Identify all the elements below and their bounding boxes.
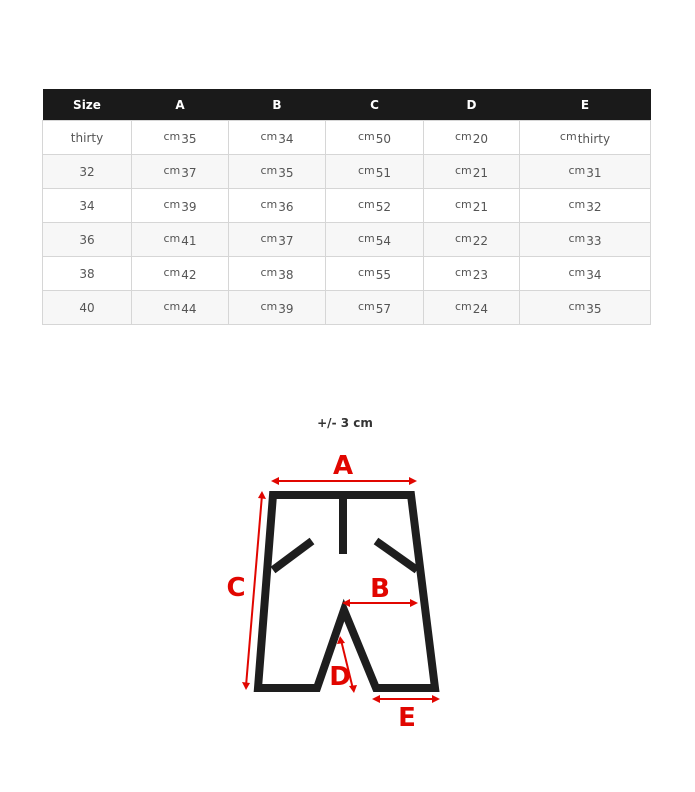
- measurement-cell: [132, 155, 229, 189]
- left-pocket-line: [273, 541, 312, 570]
- tolerance-note: +/- 3 cm: [317, 416, 373, 430]
- measurement-value: 51: [375, 165, 392, 180]
- unit-label: cm: [163, 129, 181, 143]
- measurement-cell: [132, 223, 229, 257]
- measurement-cell: [326, 223, 424, 257]
- size-cell: 40: [43, 291, 132, 325]
- unit-label: cm: [260, 129, 278, 143]
- unit-label: cm: [454, 299, 472, 313]
- measurement-cell: [326, 291, 424, 325]
- unit-label: cm: [357, 231, 375, 245]
- unit-label: cm: [454, 163, 472, 177]
- measurement-value: 35: [278, 165, 294, 180]
- unit-label: cm: [260, 197, 278, 211]
- table-body: [43, 121, 651, 325]
- measurement-cell: [132, 257, 229, 291]
- measurement-value: 22: [472, 233, 489, 248]
- measurement-value: 34: [278, 131, 294, 146]
- label-b: B: [370, 574, 390, 604]
- measurement-cell: [520, 223, 651, 257]
- header-c: C: [326, 89, 424, 121]
- unit-label: cm: [357, 299, 375, 313]
- table-row: [43, 121, 651, 155]
- measurement-cell: [132, 189, 229, 223]
- measurement-cell: [326, 121, 424, 155]
- measurement-value: 37: [181, 165, 197, 180]
- measurement-cell: [229, 155, 326, 189]
- unit-label: cm: [357, 197, 375, 211]
- measurement-cell: [424, 291, 520, 325]
- measurement-value: 35: [181, 131, 197, 146]
- unit-label: cm: [454, 129, 472, 143]
- unit-label: cm: [454, 231, 472, 245]
- table-row: [43, 223, 651, 257]
- measurement-cell: [132, 291, 229, 325]
- measurement-cell: [229, 189, 326, 223]
- label-a: A: [332, 451, 354, 481]
- measurement-value: 20: [472, 131, 489, 146]
- size-chart-table: [42, 89, 651, 325]
- measurement-value: 32: [586, 199, 602, 214]
- header-e: E: [520, 89, 651, 121]
- unit-label: cm: [260, 163, 278, 177]
- measurement-cell: [229, 257, 326, 291]
- measurement-value: 37: [278, 233, 294, 248]
- table-row: [43, 291, 651, 325]
- right-pocket-line: [376, 541, 417, 570]
- unit-label: cm: [454, 197, 472, 211]
- measurement-value: 55: [375, 267, 392, 282]
- arrow-e: [372, 695, 440, 703]
- measurement-cell: [424, 223, 520, 257]
- label-e: E: [398, 703, 416, 733]
- measurement-value: thirty: [577, 131, 611, 146]
- measurement-cell: [132, 121, 229, 155]
- unit-label: cm: [163, 163, 181, 177]
- unit-label: cm: [357, 265, 375, 279]
- measurement-value: 21: [472, 199, 489, 214]
- unit-label: cm: [357, 163, 375, 177]
- measurement-value: 52: [375, 199, 392, 214]
- measurement-cell: [229, 121, 326, 155]
- measurement-cell: [424, 257, 520, 291]
- size-cell: 38: [43, 257, 132, 291]
- size-cell: thirty: [43, 121, 132, 155]
- shorts-measurement-diagram: [220, 448, 460, 738]
- measurement-cell: [326, 155, 424, 189]
- header-size: Size: [43, 89, 132, 121]
- measurement-cell: [326, 189, 424, 223]
- unit-label: cm: [260, 299, 278, 313]
- measurement-value: 50: [375, 131, 392, 146]
- measurement-value: 57: [375, 301, 392, 316]
- measurement-value: 39: [278, 301, 294, 316]
- unit-label: cm: [163, 299, 181, 313]
- measurement-value: 38: [278, 267, 294, 282]
- unit-label: cm: [260, 265, 278, 279]
- measurement-value: 31: [586, 165, 602, 180]
- header-d: D: [424, 89, 520, 121]
- measurement-cell: [326, 257, 424, 291]
- measurement-value: 21: [472, 165, 489, 180]
- measurement-cell: [424, 155, 520, 189]
- unit-label: cm: [568, 197, 586, 211]
- unit-label: cm: [260, 231, 278, 245]
- table-row: [43, 155, 651, 189]
- measurement-value: 24: [472, 301, 489, 316]
- measurement-cell: [229, 291, 326, 325]
- measurement-value: 35: [586, 301, 602, 316]
- table-row: [43, 189, 651, 223]
- unit-label: cm: [568, 265, 586, 279]
- measurement-value: 42: [181, 267, 197, 282]
- measurement-cell: [520, 189, 651, 223]
- measurement-cell: [424, 121, 520, 155]
- unit-label: cm: [163, 197, 181, 211]
- measurement-value: 54: [375, 233, 392, 248]
- unit-label: cm: [163, 265, 181, 279]
- measurement-cell: [520, 121, 651, 155]
- size-cell: 32: [43, 155, 132, 189]
- unit-label: cm: [357, 129, 375, 143]
- measurement-cell: [520, 155, 651, 189]
- measurement-value: 41: [181, 233, 197, 248]
- measurement-cell: [424, 189, 520, 223]
- label-c: C: [226, 573, 246, 603]
- measurement-value: 36: [278, 199, 294, 214]
- measurement-cell: [520, 257, 651, 291]
- measurement-cell: [229, 223, 326, 257]
- unit-label: cm: [568, 299, 586, 313]
- unit-label: cm: [559, 129, 577, 143]
- size-cell: 36: [43, 223, 132, 257]
- measurement-value: 23: [472, 267, 489, 282]
- unit-label: cm: [568, 163, 586, 177]
- header-a: A: [132, 89, 229, 121]
- table-header-row: [43, 89, 651, 121]
- label-d: D: [329, 662, 351, 692]
- table-row: [43, 257, 651, 291]
- unit-label: cm: [454, 265, 472, 279]
- size-cell: 34: [43, 189, 132, 223]
- measurement-value: 34: [586, 267, 602, 282]
- measurement-value: 33: [586, 233, 602, 248]
- measurement-value: 39: [181, 199, 197, 214]
- header-b: B: [229, 89, 326, 121]
- measurement-cell: [520, 291, 651, 325]
- measurement-value: 44: [181, 301, 197, 316]
- unit-label: cm: [163, 231, 181, 245]
- unit-label: cm: [568, 231, 586, 245]
